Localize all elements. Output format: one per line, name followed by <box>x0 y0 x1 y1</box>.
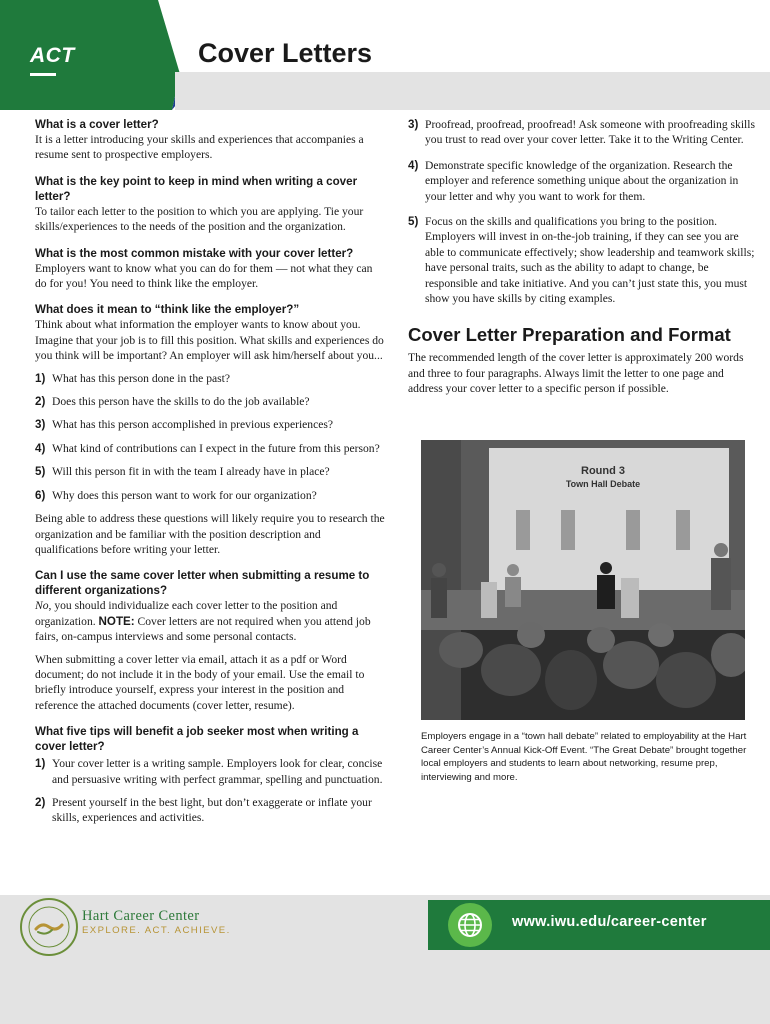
format-text: The recommended length of the cover letter is approximately 200 words and three to four paragraphs. Always limit the letter to one page and address your cover letter to a specific person if possible. <box>408 351 744 396</box>
list-item: 4) What kind of contributions can I expect in the future from this person? <box>35 441 380 455</box>
question-heading: What is a cover letter? <box>35 118 159 131</box>
event-photo <box>421 440 745 720</box>
screen-title-line1: Round 3 <box>581 465 625 477</box>
list-item: 2) Present yourself in the best light, but don’t exaggerate or inflate your skills, experiences and activities. <box>35 795 372 825</box>
globe-icon <box>448 903 492 947</box>
org-tagline: EXPLORE. ACT. ACHIEVE. <box>82 925 231 936</box>
question-heading: What does it mean to “think like the employer?” <box>35 303 300 317</box>
answer-text: Employers want to know what you can do for them — not what they can do for you! You need to think like the employer. <box>35 261 373 291</box>
answer-text: To tailor each letter to the position to which you are applying. Tie your skills/experiences to the needs of the position and the organization. <box>35 204 364 234</box>
screen-title-line2: Town Hall Debate <box>565 479 641 489</box>
list-item: 2) Does this person have the skills to do the job available? <box>35 395 310 409</box>
org-name: Hart Career Center <box>82 908 200 924</box>
left-column <box>35 117 385 834</box>
answer-text: When submitting a cover letter via email, attach it as a pdf or Word document; do not include it in the body of your email. Use the email to briefly introduce yourself, express your interest in the position and reference the attached documents (cover letter, resume). <box>35 652 365 712</box>
list-item: 1) Your cover letter is a writing sample. Employers look for clear, concise and persuasive writing with perfect grammar, spelling and punctuation. <box>35 757 383 786</box>
list-item: 3) Proofread, proofread, proofread! Ask someone with proofreading skills you trust to read over your cover letter. Take it to the Writing Center. <box>408 118 756 147</box>
photo-caption: Employers engage in a “town hall debate” related to employability at the Hart Career Center’s Annual Kick-Off Event. “The Great Debate” brought together local employers and students to learn about networking, resume prep, interviewing and more. <box>421 731 747 783</box>
list-item: 3) What has this person accomplished in previous experiences? <box>35 418 334 432</box>
list-item: 5) Focus on the skills and qualifications you bring to the position. Employers will invest in on-the-job training, if they can see you are able to communicate effectively; show leadership and teamwork skills; have personal traits, such as the ability to adapt to change, be responsible and take initiative. And you can’t just state this, you must show you have skills by citing examples. <box>408 215 755 306</box>
page-title: Cover Letters <box>198 38 373 68</box>
section-heading: Cover Letter Preparation and Format <box>408 324 731 346</box>
question-heading: What is the key point to keep in mind when writing a cover letter? <box>35 174 358 203</box>
employer-questions-list <box>35 371 385 503</box>
answer-text: Being able to address these questions will likely require you to research the organization and be familiar with the position description and qualifications before writing your letter. <box>35 512 385 556</box>
list-item: 1) What has this person done in the past? <box>35 371 231 385</box>
answer-text: It is a letter introducing your skills and experiences that accompanies a resume sent to prospective employers. <box>35 133 364 162</box>
section-label-underline <box>30 73 56 76</box>
answer-text: Think about what information the employer wants to know about you. Imagine that your job is to fill this position. What skills and experiences do you think will be important? An employer will ask him/herself about you... <box>35 318 384 363</box>
tips-list-continued <box>408 117 758 306</box>
header-green-banner <box>0 0 180 110</box>
question-heading: What five tips will benefit a job seeker most when writing a cover letter? <box>35 725 359 754</box>
tips-list <box>35 756 385 826</box>
section-label: ACT <box>30 44 75 67</box>
answer-text: No, you should individualize each cover letter to the position and organization. NOTE: Cover letters are not required when you attend job fairs, on-campus interviews and some personal contacts. <box>35 599 371 644</box>
header-gray-band <box>175 72 770 110</box>
list-item: 5) Will this person fit in with the team I already have in place? <box>35 465 330 479</box>
list-item: 4) Demonstrate specific knowledge of the organization. Research the employer and reference something unique about the organization in your letter and why you want to work for them. <box>408 158 739 203</box>
right-column <box>408 117 758 397</box>
list-item: 6) Why does this person want to work for our organization? <box>35 488 317 502</box>
career-center-link[interactable]: www.iwu.edu/career-center <box>512 914 707 930</box>
hart-career-center-seal <box>20 898 78 956</box>
question-heading: What is the most common mistake with your cover letter? <box>35 246 354 260</box>
question-heading: Can I use the same cover letter when submitting a resume to different organizations? <box>35 569 370 598</box>
